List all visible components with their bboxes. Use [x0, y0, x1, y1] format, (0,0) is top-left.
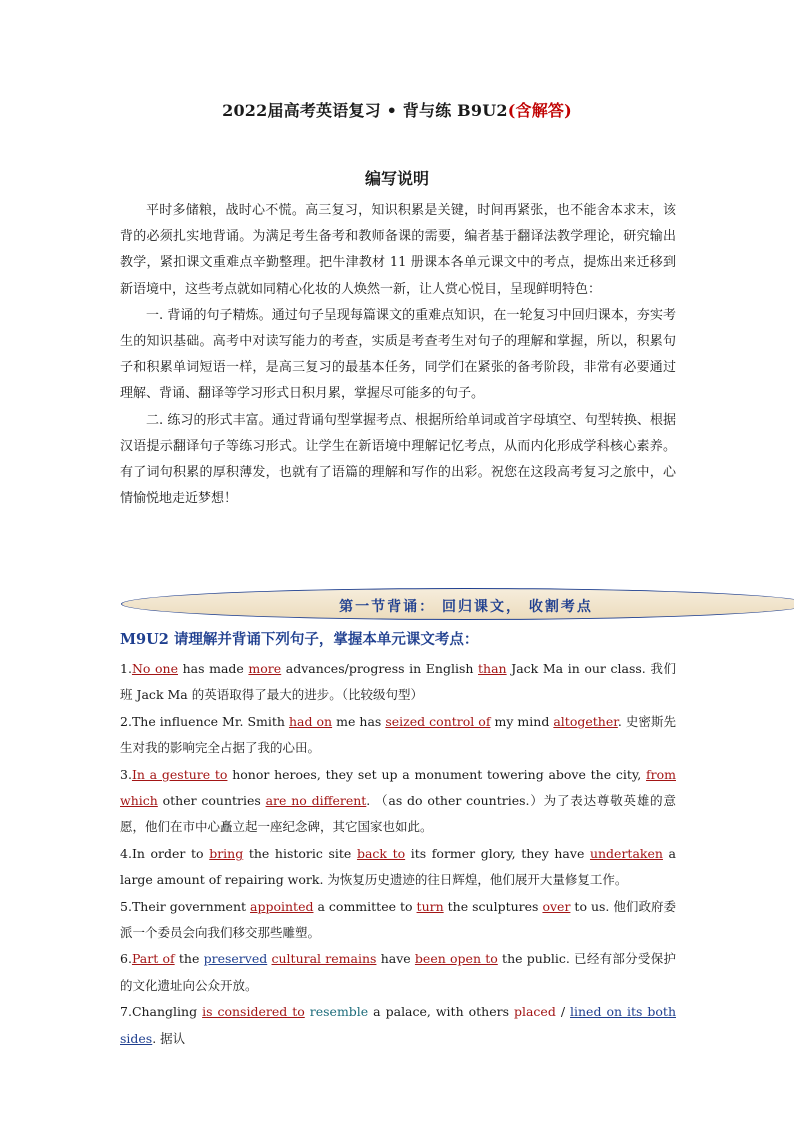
sentence-number: 4.: [120, 845, 132, 861]
sentence-text: In order to: [131, 845, 210, 861]
sentence-5: [120, 894, 676, 947]
intro-paragraph-3: 二. 练习的形式丰富。通过背诵句型掌握考点、根据所给单词或首字母填空、句型转换、根据汉语提示翻译句子等练习形式。让学生在新语境中理解记忆考点，从而内化形成学科核心素养。有了词句积累的厚积薄发，也就有了语篇的理解和写作的出彩。祝您在这段高考复习之旅中，心情愉悦地走近梦想！: [120, 412, 676, 507]
keyword: been open to: [414, 951, 498, 967]
sentence-1: [120, 656, 676, 709]
keyword: bring: [209, 845, 244, 861]
sentence-text: The influence Mr. Smith: [131, 713, 289, 729]
sentence-text: its former glory, they have: [405, 845, 590, 861]
sentence-text: Jack Ma in our class. 我们班 Jack Ma 的英语取得了最大的进步。（比较级句型）: [120, 661, 676, 703]
keyword: are no different: [265, 793, 367, 809]
keyword: appointed: [250, 898, 314, 914]
keyword: over: [542, 898, 571, 914]
keyword: In a gesture to: [131, 766, 228, 782]
sentence-3: [120, 762, 676, 841]
intro-text: [120, 198, 676, 512]
keyword: from which: [120, 766, 676, 809]
sentence-text: the: [174, 951, 204, 967]
sentence-2: [120, 709, 676, 762]
keyword: is considered to: [202, 1004, 305, 1020]
sentence-text: my mind: [490, 713, 554, 729]
keyword: more: [248, 661, 282, 676]
sentence-text: has made: [177, 661, 249, 676]
sentence-text: the public. 已经有部分受保护的文化遗址向公众开放。: [120, 951, 676, 993]
sentence-6: [120, 946, 676, 999]
keyword: cultural remains: [271, 951, 377, 967]
title-main: 2022届高考英语复习 • 背与练 B9U2: [222, 101, 508, 120]
keyword: than: [478, 661, 507, 676]
keyword: preserved: [203, 951, 268, 967]
document-title: [0, 98, 794, 121]
sentence-text: . （as do other countries.）为了表达尊敬英雄的意愿，他们在市中心矗立起一座纪念碑，其它国家也如此。: [120, 793, 676, 835]
keyword: seized control of: [385, 713, 491, 729]
sentence-number: 3.: [120, 766, 132, 782]
keyword: undertaken: [589, 845, 663, 861]
keyword: No one: [131, 661, 178, 676]
sentence-list: [120, 656, 676, 1052]
unit-title: M9U2 请理解并背诵下列句子，掌握本单元课文考点：: [120, 631, 479, 648]
keyword: Part of: [131, 951, 175, 967]
sentence-text: have: [376, 951, 415, 967]
intro-paragraph-2: 一. 背诵的句子精炼。通过句子呈现每篇课文的重难点知识，在一轮复习中回归课本，夯实考生的知识基础。高考中对读写能力的考查，实质是考查考生对句子的理解和掌握，所以，积累句子和积累单词短语一样，是高三复习的最基本任务，同学们在紧张的备考阶段，非常有必要通过理解、背诵、翻译等学习形式日积月累，掌握尽可能多的句子。: [120, 307, 676, 402]
sentence-text: to us. 他们政府委派一个委员会向我们移交那些雕塑。: [120, 898, 676, 941]
sentence-text: advances/progress in English: [281, 661, 479, 676]
sentence-text: the historic site: [243, 845, 357, 861]
sentence-text: honor heroes, they set up a monument towering above the city,: [227, 766, 647, 782]
sentence-text: . 史密斯先生对我的影响完全占据了我的心田。: [120, 713, 677, 756]
sentence-text: a committee to: [313, 898, 417, 914]
intro-paragraph-1: 平时多储粮，战时心不慌。高三复习，知识积累是关键，时间再紧张，也不能舍本求末，该背的必须扎实地背诵。为满足考生备考和教师备课的需要，编者基于翻译法教学理论，研究输出教学，紧扣课文重难点辛勤整理。把牛津教材 11 册课本各单元课文中的考点，提炼出来迁移到新语境中，这些考点就如同精心化妆的人焕然一新，让人赏心悦目，呈现鲜明特色：: [120, 203, 676, 297]
sentence-number: 2.: [120, 713, 132, 729]
keyword: altogether: [553, 713, 618, 729]
title-note: (含解答): [507, 101, 572, 120]
sentence-number: 5.: [120, 898, 132, 914]
sentence-text: other countries: [157, 793, 266, 809]
intro-heading: 编写说明: [364, 169, 429, 188]
keyword: resemble: [309, 1004, 369, 1020]
sentence-text: a large amount of repairing work. 为恢复历史遗迹的往日辉煌，他们展开大量修复工作。: [120, 845, 676, 888]
sentence-text: the sculptures: [443, 898, 543, 914]
sentence-text: . 据认: [152, 1030, 186, 1046]
sentence-7: [120, 999, 676, 1052]
sentence-text: me has: [332, 713, 386, 729]
keyword: turn: [416, 898, 444, 914]
sentence-text: a palace, with others: [368, 1004, 514, 1020]
sentence-text: Their government: [131, 898, 251, 914]
sentence-number: 7.: [120, 1004, 132, 1020]
sentence-text: /: [555, 1004, 571, 1020]
keyword: lined on its both sides: [120, 1004, 677, 1046]
keyword: had on: [288, 713, 333, 729]
keyword: back to: [356, 845, 406, 861]
sentence-text: Changling: [131, 1004, 203, 1020]
sentence-number: 1.: [120, 661, 132, 676]
sentence-4: [120, 841, 676, 894]
keyword: placed: [513, 1004, 556, 1020]
sentence-number: 6.: [120, 951, 132, 967]
section-banner-text: 第一节背诵： 回归课文， 收割考点: [339, 599, 593, 615]
